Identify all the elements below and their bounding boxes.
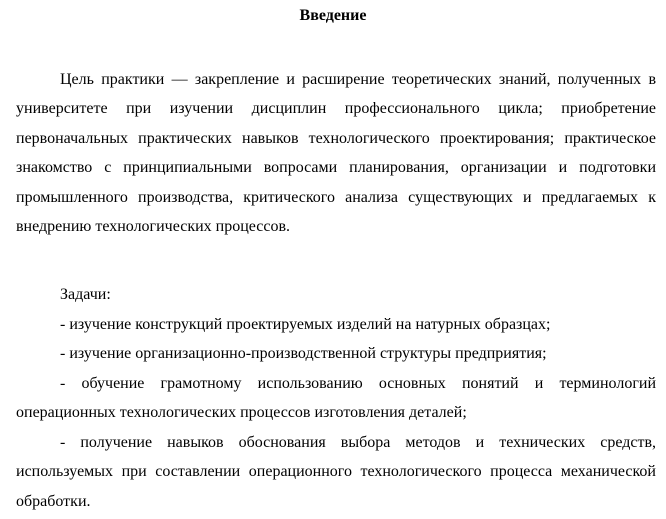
task-item-2: - изучение организационно-производственной структуры предприятия; xyxy=(60,345,547,362)
page-title: Введение xyxy=(299,7,367,24)
task-item-1: - изучение конструкций проектируемых изделий на натурных образцах; xyxy=(60,316,551,333)
task-item-3: - обучение грамотному использованию основных понятий и терминологий операционных технологических процессов изготовления деталей; xyxy=(16,375,656,422)
task-item-4: - получение навыков обоснования выбора методов и технических средств, используемых при составлении операционного технологического процесса механической обработки. xyxy=(16,434,656,510)
purpose-paragraph: Цель практики — закрепление и расширение теоретических знаний, полученных в университете при изучении дисциплин профессионального цикла; приобретение первоначальных практических навыков технологического проектирования; практическое знакомство с принципиальными вопросами планирования, организации и подготовки промышленного производства, критического анализа существующих и предлагаемых к внедрению технологических процессов. xyxy=(16,71,656,236)
tasks-label: Задачи: xyxy=(60,286,111,303)
